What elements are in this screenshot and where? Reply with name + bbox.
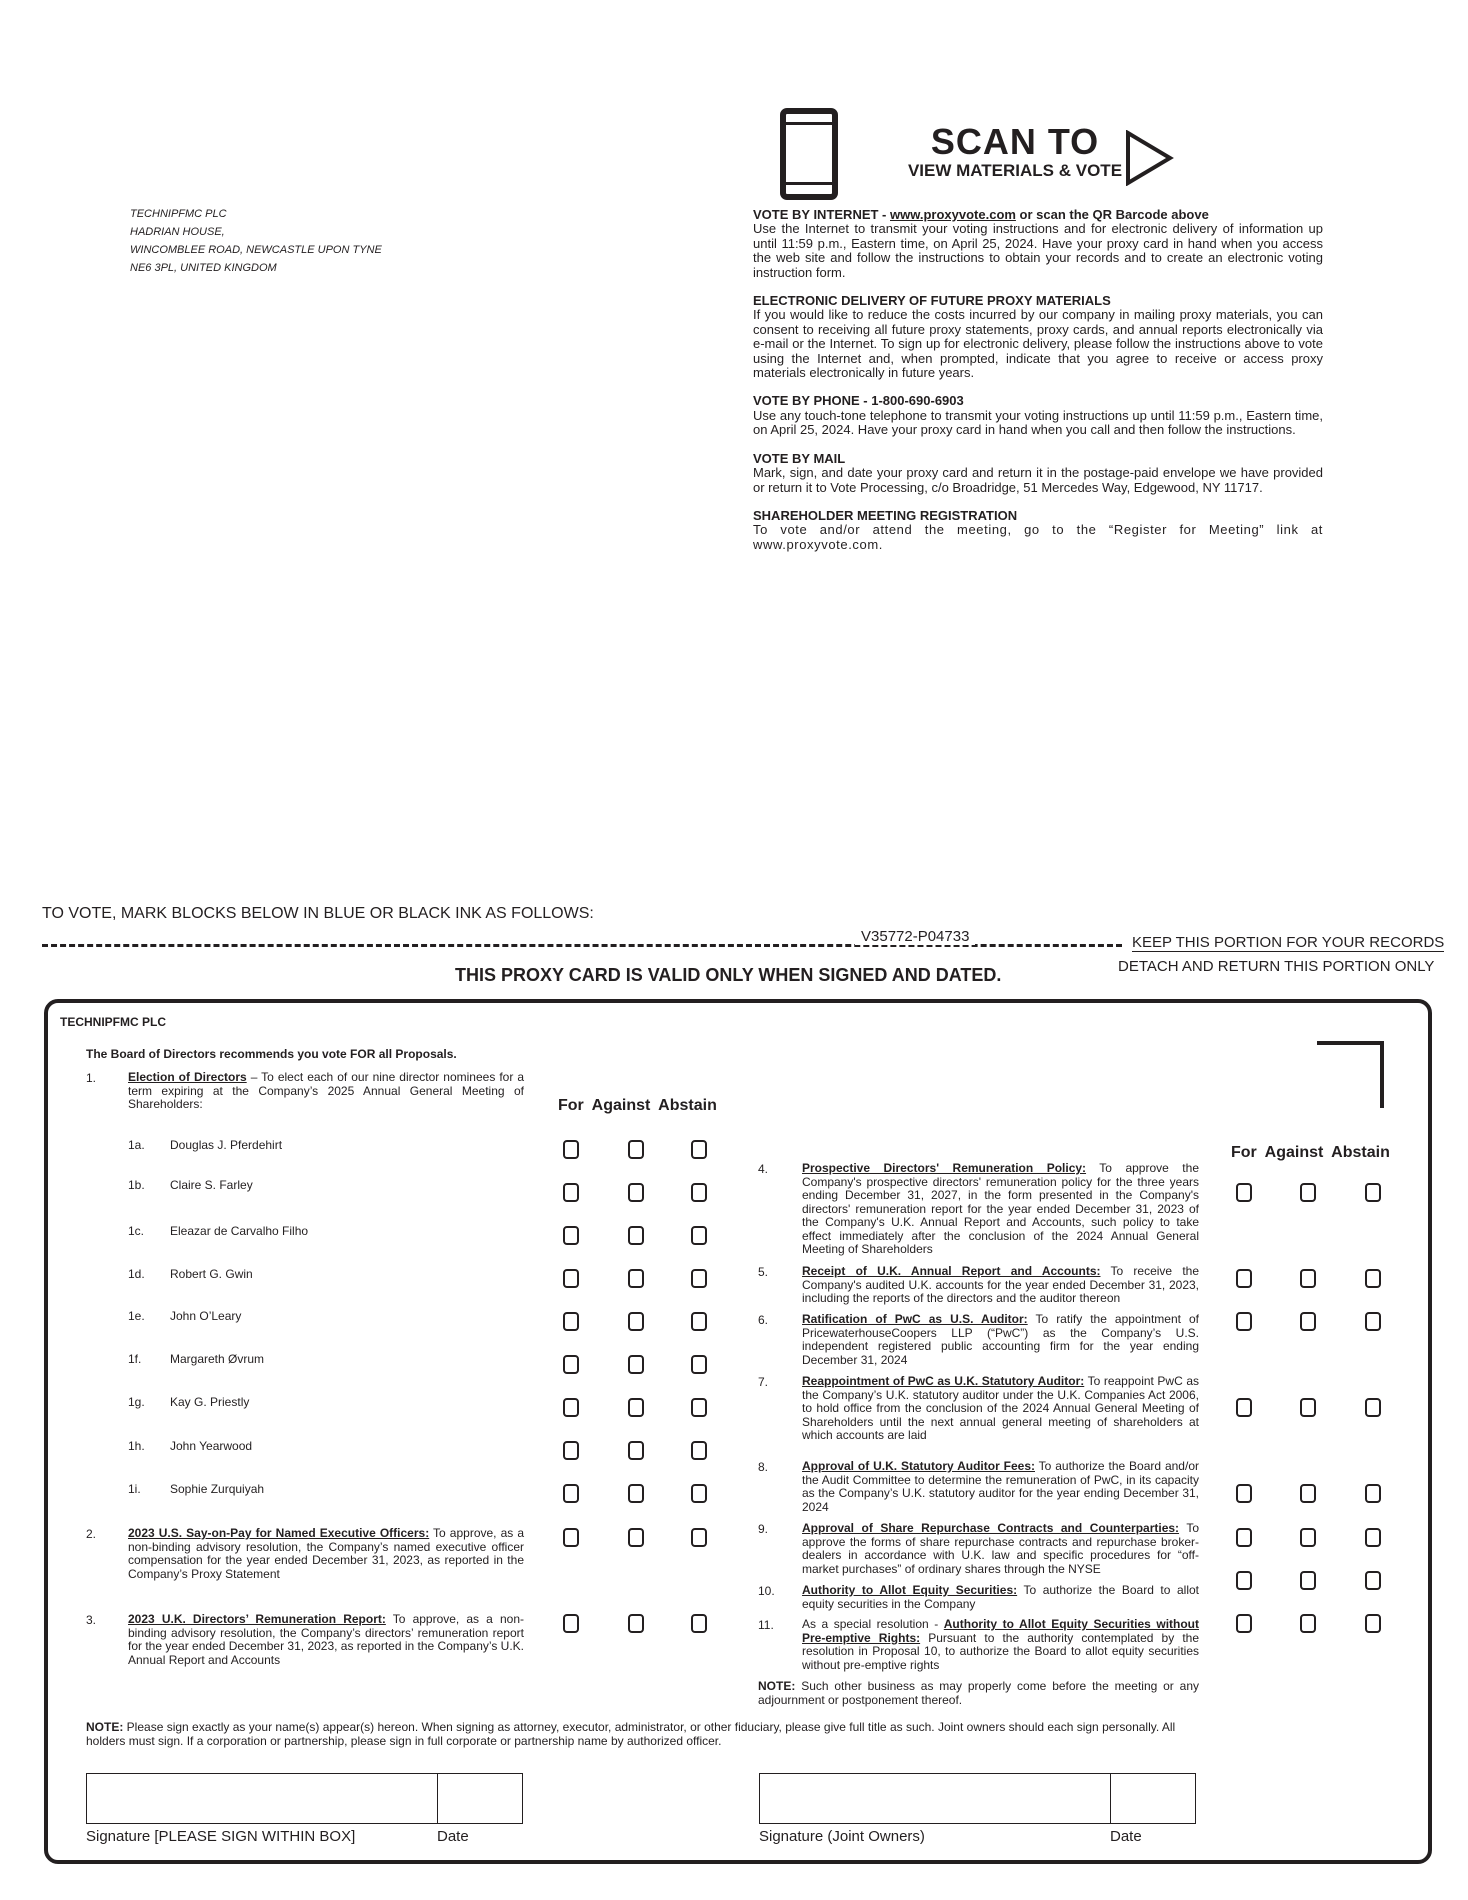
proposal-title: Reappointment of PwC as U.K. Statutory Auditor: bbox=[802, 1374, 1085, 1388]
scan-title: SCAN TO bbox=[930, 121, 1100, 162]
note-label: NOTE: bbox=[758, 1679, 796, 1693]
vote-against-checkbox[interactable] bbox=[1300, 1484, 1316, 1503]
proposal-6-text bbox=[802, 1313, 1199, 1367]
proposal-3-text bbox=[128, 1613, 524, 1667]
proposal-number: 9. bbox=[758, 1522, 769, 1536]
proposal-title: Approval of Share Repurchase Contracts and Counterparties: bbox=[802, 1521, 1180, 1535]
vote-against-checkbox[interactable] bbox=[1300, 1614, 1316, 1633]
vote-for-checkbox[interactable] bbox=[563, 1183, 579, 1202]
nominee-name: John O’Leary bbox=[170, 1309, 242, 1323]
proposal-description: Pursuant to the authority contemplated by the resolution in Proposal 10, to authorize the Board to allot equity securities without pre-emptive rights bbox=[802, 1630, 1199, 1672]
vote-against-checkbox[interactable] bbox=[628, 1269, 644, 1288]
vote-for-checkbox[interactable] bbox=[1236, 1312, 1252, 1331]
vote-header-right bbox=[1231, 1144, 1390, 1162]
play-arrow-icon bbox=[1125, 130, 1175, 186]
nominee-name: Eleazar de Carvalho Filho bbox=[170, 1224, 309, 1238]
vote-abstain-checkbox[interactable] bbox=[691, 1484, 707, 1503]
vote-abstain-checkbox[interactable] bbox=[691, 1269, 707, 1288]
vote-against-checkbox[interactable] bbox=[1300, 1571, 1316, 1590]
vote-abstain-checkbox[interactable] bbox=[1365, 1398, 1381, 1417]
vote-against-checkbox[interactable] bbox=[628, 1226, 644, 1245]
keep-portion-label: KEEP THIS PORTION FOR YOUR RECORDS bbox=[1132, 934, 1445, 951]
registration-mark bbox=[1317, 1041, 1384, 1108]
vote-abstain-checkbox[interactable] bbox=[691, 1312, 707, 1331]
vote-against-checkbox[interactable] bbox=[628, 1183, 644, 1202]
proposal-number: 6. bbox=[758, 1313, 769, 1327]
proposal-number: 11. bbox=[758, 1618, 774, 1632]
vote-abstain-checkbox[interactable] bbox=[691, 1614, 707, 1633]
header-against: Against bbox=[1264, 1144, 1324, 1161]
proposal-description: To receive the Company's audited U.K. accounts for the year ended December 31, 2023, including the reports of the directors and the auditor thereon bbox=[802, 1264, 1200, 1305]
proposal-number: 3. bbox=[86, 1613, 97, 1627]
vote-abstain-checkbox[interactable] bbox=[1365, 1528, 1381, 1547]
vote-against-checkbox[interactable] bbox=[628, 1140, 644, 1159]
proposal-number: 8. bbox=[758, 1460, 769, 1474]
vote-for-checkbox[interactable] bbox=[1236, 1183, 1252, 1202]
vote-for-checkbox[interactable] bbox=[563, 1441, 579, 1460]
vote-for-checkbox[interactable] bbox=[1236, 1269, 1252, 1288]
vote-abstain-checkbox[interactable] bbox=[1365, 1312, 1381, 1331]
vote-for-checkbox[interactable] bbox=[563, 1312, 579, 1331]
joint-date-label: Date bbox=[1110, 1828, 1142, 1845]
date-box[interactable] bbox=[437, 1773, 523, 1824]
signature-box[interactable] bbox=[86, 1773, 438, 1824]
vote-abstain-checkbox[interactable] bbox=[1365, 1571, 1381, 1590]
registration-heading: SHAREHOLDER MEETING REGISTRATION bbox=[753, 507, 1018, 523]
vote-abstain-checkbox[interactable] bbox=[1365, 1269, 1381, 1288]
proposal-title: Receipt of U.K. Annual Report and Accounts: bbox=[802, 1264, 1101, 1278]
vote-internet-text: Use the Internet to transmit your voting instructions and for electronic delivery of information up until 11:59 p.m., Eastern time, on April 25, 2024. Have your proxy card in hand when you access the web site and follow the instructions to obtain your records and to create an electronic voting instruction form. bbox=[753, 221, 1323, 280]
note-text: Please sign exactly as your name(s) appear(s) hereon. When signing as attorney, executor, administrator, or other fiduciary, please give full title as such. Joint owners should each sign personally. All holders must sign. If a corporation or partnership, please sign in full corporate or partnership name by authorized officer. bbox=[86, 1720, 1176, 1748]
vote-abstain-checkbox[interactable] bbox=[691, 1441, 707, 1460]
vote-abstain-checkbox[interactable] bbox=[1365, 1183, 1381, 1202]
nominee-name: John Yearwood bbox=[170, 1439, 253, 1453]
proposal-description: To ratify the appointment of PricewaterhouseCoopers LLP (“PwC”) as the Company’s U.S. independent registered public accounting firm for the year ending December 31, 2024 bbox=[802, 1312, 1200, 1367]
nominee-id: 1f. bbox=[128, 1352, 142, 1366]
nominee-name: Robert G. Gwin bbox=[170, 1267, 253, 1281]
vote-phone-heading: VOTE BY PHONE - 1-800-690-6903 bbox=[753, 393, 964, 409]
vote-mail-section bbox=[753, 452, 1323, 495]
heading-text: or scan the QR Barcode above bbox=[1015, 207, 1209, 222]
vote-for-checkbox[interactable] bbox=[563, 1355, 579, 1374]
proposal-prefix: As a special resolution - bbox=[802, 1617, 944, 1631]
header-abstain: Abstain bbox=[658, 1097, 717, 1114]
vote-phone-text: Use any touch-tone telephone to transmit your voting instructions up until 11:59 p.m., Eastern time, on April 25, 2024. Have your proxy card in hand when you call and then follow the instructions. bbox=[753, 407, 1323, 438]
vote-for-checkbox[interactable] bbox=[563, 1226, 579, 1245]
header-for: For bbox=[558, 1097, 584, 1114]
scan-subtitle: VIEW MATERIALS & VOTE bbox=[907, 161, 1123, 180]
proposal-number: 5. bbox=[758, 1265, 769, 1279]
nominee-id: 1g. bbox=[128, 1395, 145, 1409]
proposal-description: To approve, as a non-binding advisory resolution, the Company’s directors’ remuneration report for the year ended December 31, 2023, as reported in the Company’s U.K. Annual Report and Accounts bbox=[128, 1612, 525, 1667]
proposal-title: Authority to Allot Equity Securities without Pre-emptive Rights: bbox=[802, 1617, 1200, 1645]
nominee-id: 1b. bbox=[128, 1178, 145, 1192]
nominee-name: Sophie Zurquiyah bbox=[170, 1482, 265, 1496]
board-recommendation: The Board of Directors recommends you vote FOR all Proposals. bbox=[86, 1047, 457, 1061]
proposal-5-text bbox=[802, 1265, 1199, 1306]
voting-instructions bbox=[753, 208, 1323, 566]
vote-internet-section bbox=[753, 208, 1323, 280]
header-against: Against bbox=[591, 1097, 651, 1114]
vote-against-checkbox[interactable] bbox=[628, 1441, 644, 1460]
proposal-title: Ratification of PwC as U.S. Auditor: bbox=[802, 1312, 1028, 1326]
proposal-number: 4. bbox=[758, 1162, 769, 1176]
vote-for-checkbox[interactable] bbox=[563, 1614, 579, 1633]
vote-against-checkbox[interactable] bbox=[628, 1398, 644, 1417]
card-company-name: TECHNIPFMC PLC bbox=[60, 1015, 166, 1029]
note-label: NOTE: bbox=[86, 1720, 124, 1734]
nominee-id: 1i. bbox=[128, 1482, 141, 1496]
note-text: Such other business as may properly come before the meeting or any adjournment or postponement thereof. bbox=[758, 1679, 1199, 1707]
proposal-description: To reappoint PwC as the Company’s U.K. statutory auditor under the U.K. Companies Act 2006, to hold office from the conclusion of the 2024 Annual General Meeting of Shareholders until the next annual general meeting of shareholders at which accounts are laid bbox=[802, 1374, 1199, 1442]
vote-abstain-checkbox[interactable] bbox=[1365, 1484, 1381, 1503]
vote-for-checkbox[interactable] bbox=[563, 1398, 579, 1417]
vote-against-checkbox[interactable] bbox=[628, 1312, 644, 1331]
note-signing bbox=[86, 1720, 1204, 1748]
vote-abstain-checkbox[interactable] bbox=[691, 1528, 707, 1547]
vote-phone-section bbox=[753, 394, 1323, 437]
proposal-title: Authority to Allot Equity Securities: bbox=[802, 1583, 1018, 1597]
proposal-10-text bbox=[802, 1584, 1199, 1611]
vote-for-checkbox[interactable] bbox=[563, 1528, 579, 1547]
vote-internet-heading bbox=[753, 208, 1323, 222]
vote-mail-heading: VOTE BY MAIL bbox=[753, 450, 846, 466]
nominee-name: Kay G. Priestly bbox=[170, 1395, 250, 1409]
nominee-id: 1c. bbox=[128, 1224, 145, 1238]
joint-signature-label: Signature (Joint Owners) bbox=[759, 1828, 925, 1845]
proposal-title: 2023 U.K. Directors’ Remuneration Report: bbox=[128, 1612, 386, 1626]
vote-against-checkbox[interactable] bbox=[1300, 1528, 1316, 1547]
proposal-9-text bbox=[802, 1522, 1199, 1576]
detach-return-label: DETACH AND RETURN THIS PORTION ONLY bbox=[1118, 958, 1435, 975]
vote-for-checkbox[interactable] bbox=[1236, 1614, 1252, 1633]
header-abstain: Abstain bbox=[1331, 1144, 1390, 1161]
address-line: TECHNIPFMC PLC bbox=[130, 208, 227, 220]
proposal-number: 1. bbox=[86, 1071, 97, 1085]
mark-instructions: TO VOTE, MARK BLOCKS BELOW IN BLUE OR BLACK INK AS FOLLOWS: bbox=[42, 905, 594, 922]
vote-header-left bbox=[558, 1097, 717, 1115]
proposal-7-text bbox=[802, 1375, 1199, 1443]
nominee-id: 1a. bbox=[128, 1138, 145, 1152]
proposal-number: 7. bbox=[758, 1375, 769, 1389]
edelivery-text: If you would like to reduce the costs incurred by our company in mailing proxy materials, you can consent to receiving all future proxy statements, proxy cards, and annual reports electronically via e-mail or the Internet. To sign up for electronic delivery, please follow the instructions above to vote using the Internet and, when prompted, indicate that you agree to receive or access proxy materials electronically in future years. bbox=[753, 307, 1323, 381]
vote-against-checkbox[interactable] bbox=[628, 1614, 644, 1633]
heading-text: VOTE BY INTERNET - bbox=[753, 207, 890, 222]
vote-abstain-checkbox[interactable] bbox=[1365, 1614, 1381, 1633]
vote-against-checkbox[interactable] bbox=[1300, 1183, 1316, 1202]
nominee-name: Claire S. Farley bbox=[170, 1178, 253, 1192]
nominee-name: Margareth Øvrum bbox=[170, 1352, 265, 1366]
vote-mail-text: Mark, sign, and date your proxy card and return it in the postage-paid envelope we have provided or return it to Vote Processing, c/o Broadridge, 51 Mercedes Way, Edgewood, NY 11717. bbox=[753, 465, 1323, 495]
registration-section bbox=[753, 509, 1323, 552]
joint-signature-box[interactable] bbox=[759, 1773, 1111, 1824]
proposal-description: To approve, as a non-binding advisory resolution, the Company’s named executive officer compensation for the year ended December 31, 2023, as reported in the Company’s Proxy Statement bbox=[128, 1526, 524, 1581]
proposal-description: To authorize the Board and/or the Audit Committee to determine the remuneration of PwC, in its capacity as the Company’s U.K. statutory auditor for the year ending December 31, 2024 bbox=[802, 1459, 1199, 1514]
joint-date-box[interactable] bbox=[1110, 1773, 1196, 1824]
proposal-number: 2. bbox=[86, 1527, 97, 1541]
address-line: NE6 3PL, UNITED KINGDOM bbox=[130, 262, 277, 274]
proposal-2-text bbox=[128, 1527, 524, 1581]
proposal-title: Prospective Directors' Remuneration Policy: bbox=[802, 1161, 1087, 1175]
signature-label: Signature [PLEASE SIGN WITHIN BOX] bbox=[86, 1828, 356, 1845]
vote-abstain-checkbox[interactable] bbox=[691, 1183, 707, 1202]
proposal-description: To approve the Company's prospective directors' remuneration policy for the three years ending December 31, 2027, in the form presented in the Company's directors' remuneration report for the year ended December 31, 2023 of the Company's U.K. Annual Report and Accounts, such policy to take effect immediately after the conclusion of the 2024 Annual General Meeting of Shareholders bbox=[802, 1161, 1199, 1256]
vote-abstain-checkbox[interactable] bbox=[691, 1398, 707, 1417]
address-line: HADRIAN HOUSE, bbox=[130, 226, 225, 238]
vote-against-checkbox[interactable] bbox=[628, 1528, 644, 1547]
registration-text: To vote and/or attend the meeting, go to the “Register for Meeting” link at www.proxyvote.com. bbox=[753, 522, 1323, 552]
proposal-description: To authorize the Board to allot equity securities in the Company bbox=[802, 1583, 1199, 1611]
vote-for-checkbox[interactable] bbox=[563, 1140, 579, 1159]
vote-against-checkbox[interactable] bbox=[628, 1484, 644, 1503]
vote-abstain-checkbox[interactable] bbox=[691, 1226, 707, 1245]
phone-icon bbox=[780, 108, 838, 200]
vote-abstain-checkbox[interactable] bbox=[691, 1355, 707, 1374]
vote-for-checkbox[interactable] bbox=[563, 1484, 579, 1503]
proposal-8-text bbox=[802, 1460, 1199, 1514]
proposal-title: Approval of U.K. Statutory Auditor Fees: bbox=[802, 1459, 1035, 1473]
proposal-1-text bbox=[128, 1071, 524, 1112]
proposal-11-text bbox=[802, 1618, 1199, 1672]
control-number: V35772-P04733 bbox=[855, 928, 975, 945]
nominee-id: 1d. bbox=[128, 1267, 145, 1281]
address-line: WINCOMBLEE ROAD, NEWCASTLE UPON TYNE bbox=[130, 244, 382, 256]
company-address bbox=[130, 205, 382, 277]
date-label: Date bbox=[437, 1828, 469, 1845]
vote-against-checkbox[interactable] bbox=[628, 1355, 644, 1374]
vote-against-checkbox[interactable] bbox=[1300, 1269, 1316, 1288]
vote-against-checkbox[interactable] bbox=[1300, 1312, 1316, 1331]
proposal-description: – To elect each of our nine director nominees for a term expiring at the Company’s 2025 Annual General Meeting of Shareholders: bbox=[128, 1070, 525, 1111]
header-for: For bbox=[1231, 1144, 1257, 1161]
valid-notice: THIS PROXY CARD IS VALID ONLY WHEN SIGNED AND DATED. bbox=[455, 965, 1002, 985]
vote-for-checkbox[interactable] bbox=[1236, 1484, 1252, 1503]
vote-for-checkbox[interactable] bbox=[1236, 1528, 1252, 1547]
nominee-name: Douglas J. Pferdehirt bbox=[170, 1138, 283, 1152]
vote-for-checkbox[interactable] bbox=[1236, 1571, 1252, 1590]
vote-for-checkbox[interactable] bbox=[1236, 1398, 1252, 1417]
proposal-title: 2023 U.S. Say-on-Pay for Named Executive Officers: bbox=[128, 1526, 430, 1540]
edelivery-heading: ELECTRONIC DELIVERY OF FUTURE PROXY MATERIALS bbox=[753, 293, 1111, 309]
vote-against-checkbox[interactable] bbox=[1300, 1398, 1316, 1417]
edelivery-section bbox=[753, 294, 1323, 380]
vote-abstain-checkbox[interactable] bbox=[691, 1140, 707, 1159]
vote-for-checkbox[interactable] bbox=[563, 1269, 579, 1288]
note-other-business bbox=[758, 1680, 1199, 1707]
nominee-id: 1h. bbox=[128, 1439, 145, 1453]
proposal-description: To approve the forms of share repurchase contracts and repurchase broker-dealers in accordance with U.K. law and specific procedures for “off-market purchases” of ordinary shares through the NYSE bbox=[802, 1521, 1199, 1576]
proposal-title: Election of Directors bbox=[128, 1070, 247, 1084]
proxyvote-link[interactable]: www.proxyvote.com bbox=[890, 207, 1016, 222]
proposal-4-text bbox=[802, 1162, 1199, 1257]
proposal-number: 10. bbox=[758, 1584, 775, 1598]
nominee-id: 1e. bbox=[128, 1309, 145, 1323]
